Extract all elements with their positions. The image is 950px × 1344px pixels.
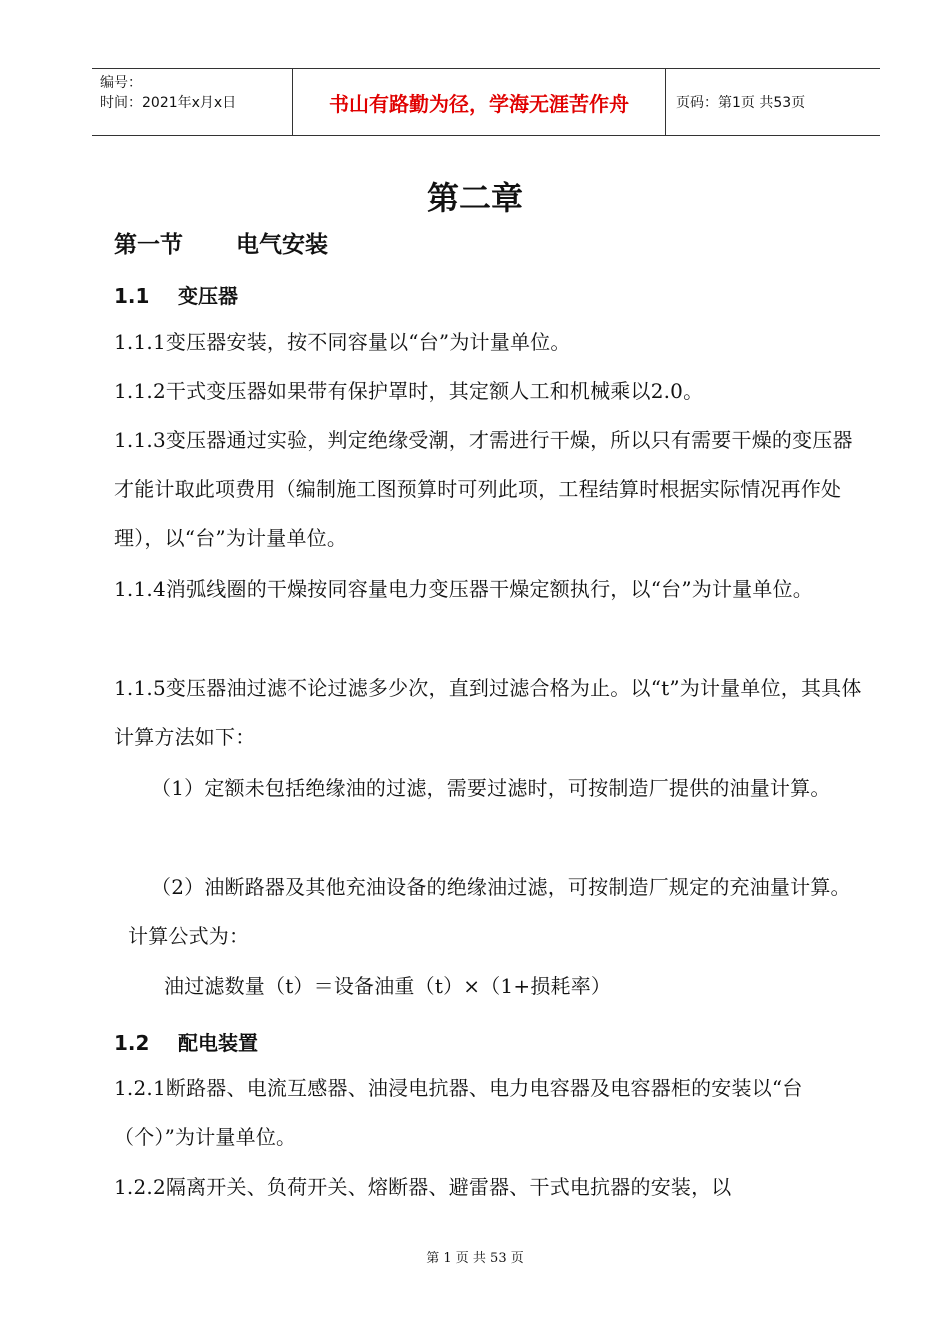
document-number-label: 编号： <box>100 75 142 91</box>
page-footer: 第 1 页 共 53 页 <box>426 1251 524 1266</box>
section-heading <box>114 226 328 259</box>
subsection-title: 变压器 <box>178 284 238 308</box>
subsection-heading-1-2 <box>114 1027 258 1056</box>
subsection-number: 1.2 <box>114 1031 150 1055</box>
paragraph-1-2-2: 1.2.2隔离开关、负荷开关、熔断器、避雷器、干式电抗器的安装，以 <box>114 1175 732 1199</box>
paragraph-1-1-5: 1.1.5变压器油过滤不论过滤多少次，直到过滤合格为止。以“t”为计量单位，其具体计算方法如下： <box>114 676 862 749</box>
header-motto: 书山有路勤为径，学海无涯苦作舟 <box>293 69 666 135</box>
document-time: 时间：2021年x月x日 <box>100 95 237 111</box>
paragraph-1-1-3: 1.1.3变压器通过实验，判定绝缘受潮，才需进行干燥，所以只有需要干燥的变压器才能计取此项费用（编制施工图预算时可列此项，工程结算时根据实际情况再作处理），以“台”为计量单位。 <box>114 428 853 550</box>
paragraph-1-1-2: 1.1.2干式变压器如果带有保护罩时，其定额人工和机械乘以2.0。 <box>114 379 704 403</box>
list-item-1: （1）定额未包括绝缘油的过滤，需要过滤时，可按制造厂提供的油量计算。 <box>151 776 831 800</box>
subsection-heading-1-1 <box>114 280 238 309</box>
formula: 油过滤数量（t）＝设备油重（t）×（1+损耗率） <box>164 974 612 998</box>
paragraph-1-2-1: 1.2.1断路器、电流互感器、油浸电抗器、电力电容器及电容器柜的安装以“台（个）”为计量单位。 <box>114 1076 803 1149</box>
section-title: 电气安装 <box>236 232 328 258</box>
page-header <box>92 68 880 136</box>
header-page-number: 页码：第1页 共53页 <box>676 95 806 111</box>
paragraph-1-1-1: 1.1.1变压器安装，按不同容量以“台”为计量单位。 <box>114 330 571 354</box>
section-number: 第一节 <box>114 232 183 258</box>
list-item-2: （2）油断路器及其他充油设备的绝缘油过滤，可按制造厂规定的充油量计算。计算公式为： <box>128 875 851 948</box>
header-meta <box>92 69 293 135</box>
paragraph-1-1-4: 1.1.4消弧线圈的干燥按同容量电力变压器干燥定额执行，以“台”为计量单位。 <box>114 577 813 601</box>
subsection-title: 配电装置 <box>178 1031 258 1055</box>
subsection-number: 1.1 <box>114 284 150 308</box>
chapter-title: 第二章 <box>426 179 523 217</box>
